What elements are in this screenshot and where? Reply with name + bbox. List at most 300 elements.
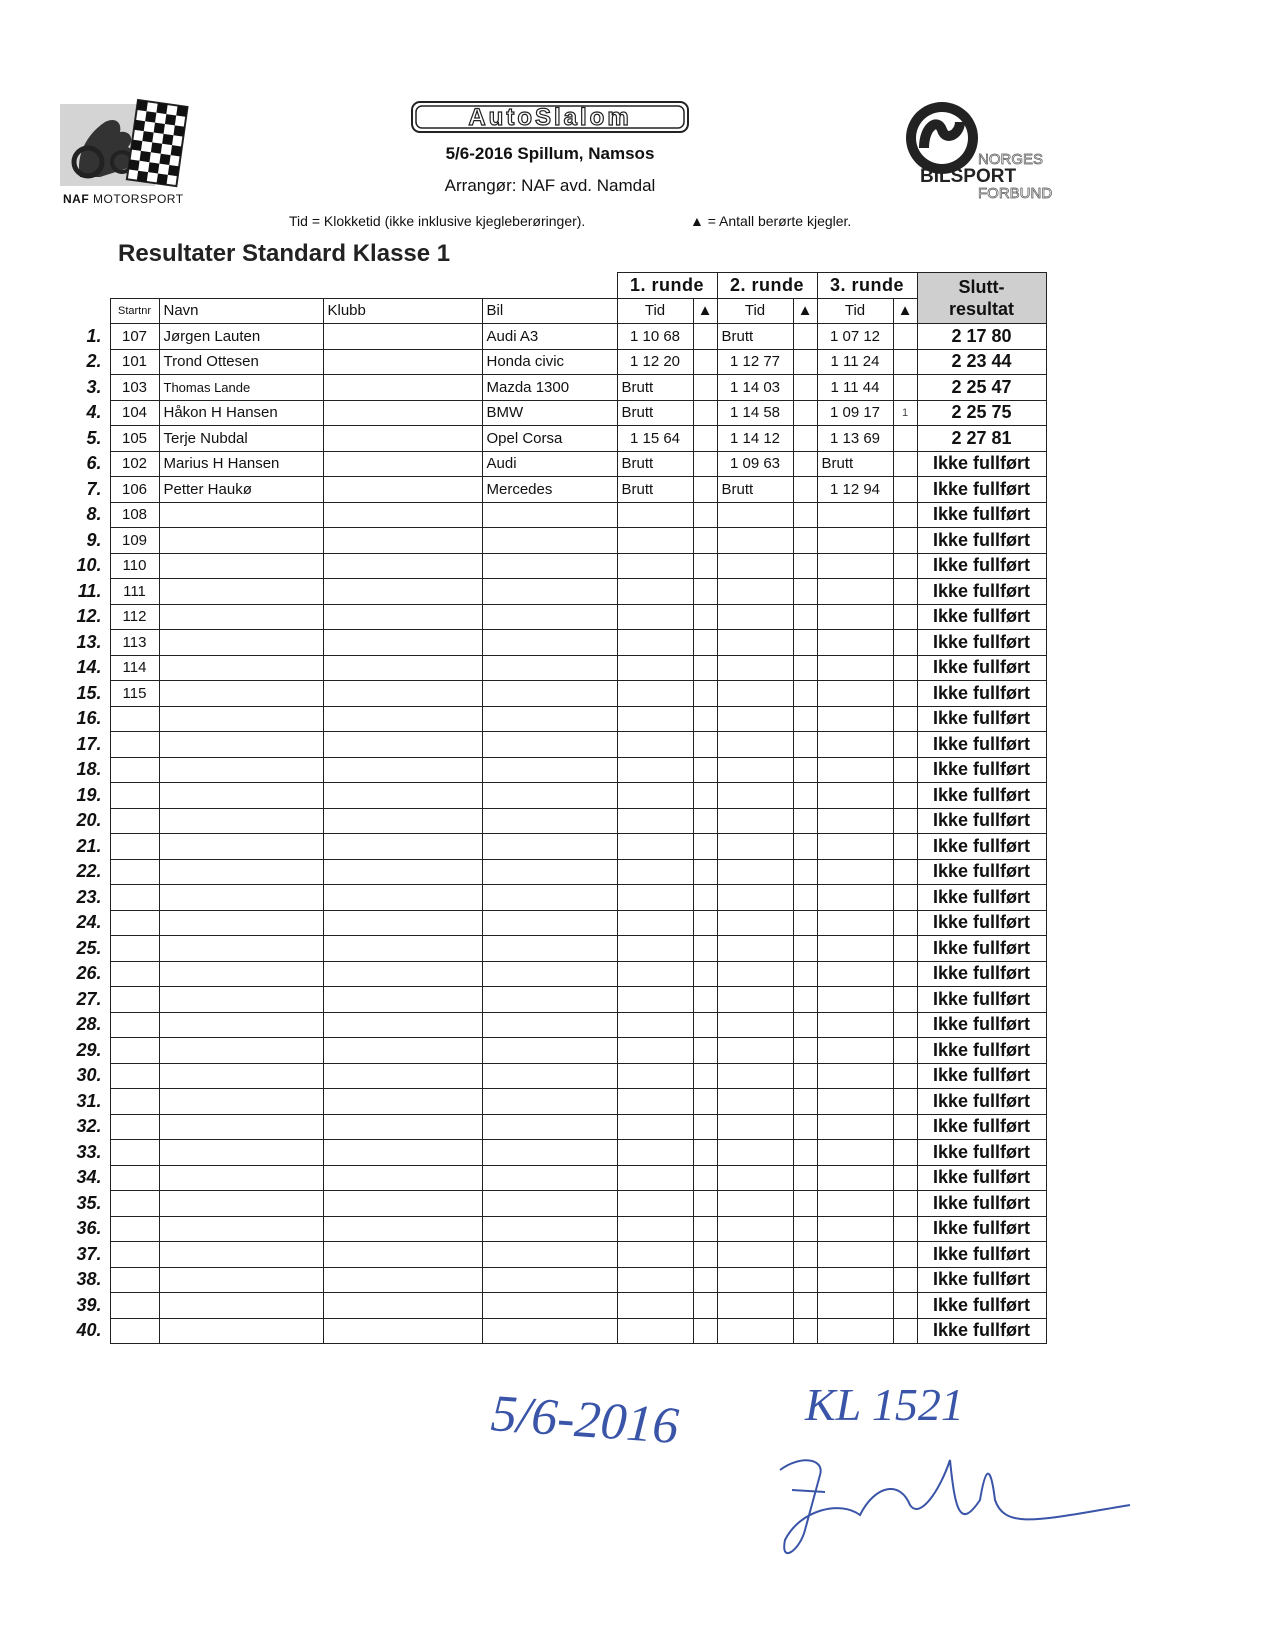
final-result: Ikke fullført <box>917 1114 1046 1140</box>
round-1-cones <box>693 783 717 809</box>
table-row <box>70 783 1046 809</box>
name-cell <box>159 936 323 962</box>
round-1-time <box>617 1191 693 1217</box>
name-cell <box>159 1191 323 1217</box>
position: 32. <box>76 1116 102 1137</box>
position: 17. <box>76 733 102 754</box>
startnr-cell <box>110 1114 159 1140</box>
round-3-time <box>817 1114 893 1140</box>
round-3-time: 1 07 12 <box>817 324 893 350</box>
name-cell <box>159 655 323 681</box>
round-1-time <box>617 1063 693 1089</box>
table-row <box>70 349 1046 375</box>
name-cell <box>159 859 323 885</box>
name-cell <box>159 783 323 809</box>
round-3-cones <box>893 1038 917 1064</box>
club-cell <box>323 400 482 426</box>
round-3-cones <box>893 859 917 885</box>
round-2-time <box>717 681 793 707</box>
round-3-time <box>817 961 893 987</box>
round-1-cones <box>693 528 717 554</box>
table-row <box>70 400 1046 426</box>
round-2-time <box>717 808 793 834</box>
round-3-cones <box>893 502 917 528</box>
round-3-cones <box>893 1267 917 1293</box>
round-1-time <box>617 1140 693 1166</box>
final-result-header <box>917 273 1046 324</box>
naf-motorsport-label <box>63 192 184 206</box>
name-cell <box>159 528 323 554</box>
table-row <box>70 681 1046 707</box>
startnr-cell <box>110 936 159 962</box>
final-result: Ikke fullført <box>917 808 1046 834</box>
round-2-time <box>717 1267 793 1293</box>
round-2-time: Brutt <box>717 324 793 350</box>
round-1-time <box>617 910 693 936</box>
round-1-time: Brutt <box>617 375 693 401</box>
name-cell <box>159 910 323 936</box>
car-cell: Mercedes <box>482 477 617 503</box>
final-result: Ikke fullført <box>917 1293 1046 1319</box>
car-cell <box>482 936 617 962</box>
startnr-cell <box>110 757 159 783</box>
name-cell <box>159 604 323 630</box>
round-2-time: Brutt <box>717 477 793 503</box>
round-3-cones <box>893 1140 917 1166</box>
round-3-cones <box>893 528 917 554</box>
startnr-cell <box>110 1267 159 1293</box>
round-3-time <box>817 859 893 885</box>
position: 12. <box>76 606 102 627</box>
final-result: Ikke fullført <box>917 706 1046 732</box>
round-3-time <box>817 732 893 758</box>
startnr-cell: 115 <box>110 681 159 707</box>
final-result: Ikke fullført <box>917 477 1046 503</box>
round-3-cones <box>893 1242 917 1268</box>
club-cell <box>323 1242 482 1268</box>
round-3-time <box>817 1318 893 1344</box>
position: 28. <box>76 1014 102 1035</box>
round-3-cones <box>893 579 917 605</box>
round-2-cones <box>793 961 817 987</box>
position: 5. <box>86 427 102 448</box>
round-1-header: 1. runde <box>617 273 717 299</box>
round-2-cones <box>793 987 817 1013</box>
round-1-cones <box>693 579 717 605</box>
round-1-cones <box>693 1216 717 1242</box>
round-1-time-header: Tid <box>617 298 693 324</box>
name-header: Navn <box>159 298 323 324</box>
round-1-time: 1 12 20 <box>617 349 693 375</box>
round-3-time <box>817 553 893 579</box>
final-result: Ikke fullført <box>917 502 1046 528</box>
round-1-cones <box>693 987 717 1013</box>
club-cell <box>323 783 482 809</box>
round-2-cones <box>793 451 817 477</box>
autoslalom-logo-text: AutoSlalom <box>468 104 632 131</box>
round-3-cones <box>893 936 917 962</box>
round-1-cones <box>693 1293 717 1319</box>
round-2-time <box>717 732 793 758</box>
round-3-cones <box>893 630 917 656</box>
club-cell <box>323 349 482 375</box>
round-2-header: 2. runde <box>717 273 817 299</box>
final-result: Ikke fullført <box>917 1089 1046 1115</box>
result-rows <box>70 324 1046 1344</box>
name-cell <box>159 1140 323 1166</box>
round-3-time <box>817 1038 893 1064</box>
round-1-time <box>617 987 693 1013</box>
position: 15. <box>76 682 102 703</box>
round-3-time <box>817 1216 893 1242</box>
round-2-cones <box>793 553 817 579</box>
position: 7. <box>86 478 102 499</box>
name-cell <box>159 1089 323 1115</box>
round-3-time <box>817 885 893 911</box>
round-2-time <box>717 706 793 732</box>
round-3-time <box>817 910 893 936</box>
car-cell <box>482 859 617 885</box>
round-1-cones <box>693 1140 717 1166</box>
round-2-cones <box>793 1191 817 1217</box>
round-2-time <box>717 1191 793 1217</box>
round-3-time: Brutt <box>817 451 893 477</box>
round-3-header: 3. runde <box>817 273 917 299</box>
name-cell <box>159 1063 323 1089</box>
table-row <box>70 426 1046 452</box>
table-row <box>70 1165 1046 1191</box>
table-row <box>70 1191 1046 1217</box>
startnr-cell: 107 <box>110 324 159 350</box>
round-2-cones <box>793 859 817 885</box>
car-cell <box>482 910 617 936</box>
round-1-cones <box>693 1038 717 1064</box>
round-3-cones: 1 <box>893 400 917 426</box>
round-1-cones <box>693 349 717 375</box>
round-1-cones <box>693 808 717 834</box>
final-result: Ikke fullført <box>917 579 1046 605</box>
car-cell <box>482 681 617 707</box>
startnr-cell <box>110 1140 159 1166</box>
car-header: Bil <box>482 298 617 324</box>
name-cell: Marius H Hansen <box>159 451 323 477</box>
position: 19. <box>76 784 102 805</box>
club-cell <box>323 1038 482 1064</box>
startnr-cell <box>110 1191 159 1217</box>
final-result: Ikke fullført <box>917 859 1046 885</box>
car-cell: Honda civic <box>482 349 617 375</box>
final-result: Ikke fullført <box>917 732 1046 758</box>
round-1-time <box>617 681 693 707</box>
round-1-time <box>617 808 693 834</box>
club-cell <box>323 1191 482 1217</box>
round-2-time <box>717 655 793 681</box>
final-result: Ikke fullført <box>917 910 1046 936</box>
final-result: 2 27 81 <box>917 426 1046 452</box>
name-cell <box>159 1114 323 1140</box>
results-table <box>70 272 1047 1344</box>
club-cell <box>323 808 482 834</box>
round-1-cones <box>693 910 717 936</box>
round-2-time <box>717 1089 793 1115</box>
round-1-time: Brutt <box>617 451 693 477</box>
club-cell <box>323 1293 482 1319</box>
car-cell <box>482 1038 617 1064</box>
handwritten-date: 5/6-2016 <box>489 1385 681 1456</box>
club-cell <box>323 553 482 579</box>
name-cell <box>159 1216 323 1242</box>
round-2-time: 1 14 12 <box>717 426 793 452</box>
table-row <box>70 1140 1046 1166</box>
round-1-cones <box>693 859 717 885</box>
club-cell <box>323 451 482 477</box>
round-1-cones <box>693 655 717 681</box>
round-3-time: 1 12 94 <box>817 477 893 503</box>
position: 40. <box>76 1320 102 1341</box>
round-1-cones <box>693 630 717 656</box>
club-cell <box>323 630 482 656</box>
naf-brand-bold: NAF <box>63 192 90 206</box>
position: 14. <box>76 657 102 678</box>
round-2-time: 1 14 03 <box>717 375 793 401</box>
position: 4. <box>86 402 102 423</box>
table-row <box>70 1293 1046 1319</box>
round-3-time <box>817 1140 893 1166</box>
car-cell <box>482 1191 617 1217</box>
final-result: Ikke fullført <box>917 1318 1046 1344</box>
round-1-time <box>617 783 693 809</box>
name-cell <box>159 732 323 758</box>
table-row <box>70 1318 1046 1344</box>
round-2-time <box>717 757 793 783</box>
club-cell <box>323 1089 482 1115</box>
round-2-cones <box>793 630 817 656</box>
round-3-time <box>817 1089 893 1115</box>
round-3-cones <box>893 1089 917 1115</box>
round-3-cones <box>893 324 917 350</box>
round-1-cones <box>693 1191 717 1217</box>
round-3-time <box>817 1293 893 1319</box>
round-3-cones <box>893 885 917 911</box>
round-1-cones <box>693 324 717 350</box>
startnr-cell <box>110 732 159 758</box>
organizer: Arrangør: NAF avd. Namdal <box>444 176 656 195</box>
name-cell <box>159 706 323 732</box>
round-2-cones <box>793 1089 817 1115</box>
round-3-cones <box>893 961 917 987</box>
round-2-cones <box>793 1267 817 1293</box>
table-row <box>70 528 1046 554</box>
round-1-time <box>617 1318 693 1344</box>
round-1-cones <box>693 757 717 783</box>
table-row <box>70 630 1046 656</box>
name-cell <box>159 630 323 656</box>
startnr-cell <box>110 1293 159 1319</box>
round-3-cones <box>893 349 917 375</box>
nbf-line-3: FORBUND <box>978 185 1053 202</box>
round-3-time <box>817 502 893 528</box>
round-3-time <box>817 936 893 962</box>
round-1-cones <box>693 732 717 758</box>
startnr-cell: 104 <box>110 400 159 426</box>
round-1-cones <box>693 1089 717 1115</box>
round-3-cones <box>893 1216 917 1242</box>
final-result: Ikke fullført <box>917 834 1046 860</box>
car-cell <box>482 1165 617 1191</box>
round-1-time <box>617 885 693 911</box>
car-cell <box>482 706 617 732</box>
startnr-cell: 108 <box>110 502 159 528</box>
position: 30. <box>76 1065 102 1086</box>
round-2-time <box>717 579 793 605</box>
car-cell <box>482 1063 617 1089</box>
round-2-cones <box>793 885 817 911</box>
startnr-cell: 113 <box>110 630 159 656</box>
startnr-cell <box>110 961 159 987</box>
round-3-time <box>817 1063 893 1089</box>
startnr-cell <box>110 783 159 809</box>
club-cell <box>323 732 482 758</box>
round-1-cones <box>693 961 717 987</box>
position: 27. <box>76 988 102 1009</box>
table-row <box>70 1114 1046 1140</box>
position: 24. <box>76 912 102 933</box>
round-1-time: Brutt <box>617 400 693 426</box>
round-header-row <box>70 273 1046 299</box>
table-row <box>70 604 1046 630</box>
round-1-cones <box>693 400 717 426</box>
round-1-cones <box>693 1242 717 1268</box>
final-result: Ikke fullført <box>917 655 1046 681</box>
name-cell <box>159 834 323 860</box>
final-result: Ikke fullført <box>917 936 1046 962</box>
club-cell <box>323 834 482 860</box>
round-3-time <box>817 528 893 554</box>
round-3-time <box>817 681 893 707</box>
final-result: Ikke fullført <box>917 961 1046 987</box>
table-row <box>70 1012 1046 1038</box>
round-2-cones <box>793 579 817 605</box>
round-2-time <box>717 1038 793 1064</box>
round-3-time: 1 11 24 <box>817 349 893 375</box>
round-2-cones <box>793 1038 817 1064</box>
startnr-cell <box>110 834 159 860</box>
table-row <box>70 910 1046 936</box>
round-3-cones <box>893 757 917 783</box>
table-row <box>70 1089 1046 1115</box>
name-cell <box>159 579 323 605</box>
position-header-spacer <box>70 298 110 324</box>
startnr-cell <box>110 1012 159 1038</box>
round-1-cones <box>693 375 717 401</box>
round-1-time <box>617 579 693 605</box>
round-2-time <box>717 1063 793 1089</box>
final-result: Ikke fullført <box>917 757 1046 783</box>
table-row <box>70 451 1046 477</box>
position: 21. <box>76 835 102 856</box>
club-cell <box>323 477 482 503</box>
final-result: 2 17 80 <box>917 324 1046 350</box>
round-3-time: 1 09 17 <box>817 400 893 426</box>
table-row <box>70 936 1046 962</box>
round-1-cones <box>693 1012 717 1038</box>
club-cell <box>323 987 482 1013</box>
position: 34. <box>76 1167 102 1188</box>
position: 6. <box>86 453 102 474</box>
round-1-cones <box>693 502 717 528</box>
round-3-cones <box>893 681 917 707</box>
round-1-time <box>617 553 693 579</box>
header-spacer <box>70 273 617 299</box>
car-cell <box>482 961 617 987</box>
round-1-time: Brutt <box>617 477 693 503</box>
round-3-time <box>817 1165 893 1191</box>
table-row <box>70 987 1046 1013</box>
round-2-time <box>717 910 793 936</box>
round-3-time <box>817 1012 893 1038</box>
round-2-cones <box>793 375 817 401</box>
final-result: Ikke fullført <box>917 604 1046 630</box>
round-1-cones <box>693 885 717 911</box>
car-cell <box>482 655 617 681</box>
final-result: Ikke fullført <box>917 885 1046 911</box>
round-3-cones <box>893 808 917 834</box>
nbf-line-2: BILSPORT <box>920 166 1017 187</box>
round-3-time <box>817 1191 893 1217</box>
round-1-time <box>617 1242 693 1268</box>
round-3-cones <box>893 553 917 579</box>
startnr-cell <box>110 885 159 911</box>
final-header-line-1: Slutt- <box>958 277 1005 297</box>
table-row <box>70 579 1046 605</box>
round-3-time: 1 11 44 <box>817 375 893 401</box>
handwritten-annotation <box>480 1380 1180 1620</box>
round-2-cones <box>793 1216 817 1242</box>
round-2-time <box>717 553 793 579</box>
club-cell <box>323 936 482 962</box>
round-2-time <box>717 604 793 630</box>
club-cell <box>323 1012 482 1038</box>
car-cell <box>482 604 617 630</box>
round-2-cones <box>793 1293 817 1319</box>
position: 10. <box>76 555 102 576</box>
round-3-time <box>817 706 893 732</box>
final-result: Ikke fullført <box>917 1165 1046 1191</box>
final-result: Ikke fullført <box>917 1191 1046 1217</box>
round-1-time <box>617 1114 693 1140</box>
autoslalom-logo <box>410 96 690 136</box>
round-1-time <box>617 1267 693 1293</box>
round-1-cones <box>693 1165 717 1191</box>
final-result: Ikke fullført <box>917 1063 1046 1089</box>
table-row <box>70 706 1046 732</box>
name-cell <box>159 961 323 987</box>
name-cell <box>159 808 323 834</box>
car-cell: Mazda 1300 <box>482 375 617 401</box>
round-2-time <box>717 528 793 554</box>
round-2-cones <box>793 681 817 707</box>
car-cell <box>482 502 617 528</box>
name-cell <box>159 1267 323 1293</box>
startnr-cell <box>110 1242 159 1268</box>
round-2-cones <box>793 910 817 936</box>
startnr-cell <box>110 706 159 732</box>
column-header-row <box>70 298 1046 324</box>
round-1-cones <box>693 451 717 477</box>
position: 22. <box>76 861 102 882</box>
round-3-cones <box>893 655 917 681</box>
round-1-cones <box>693 706 717 732</box>
